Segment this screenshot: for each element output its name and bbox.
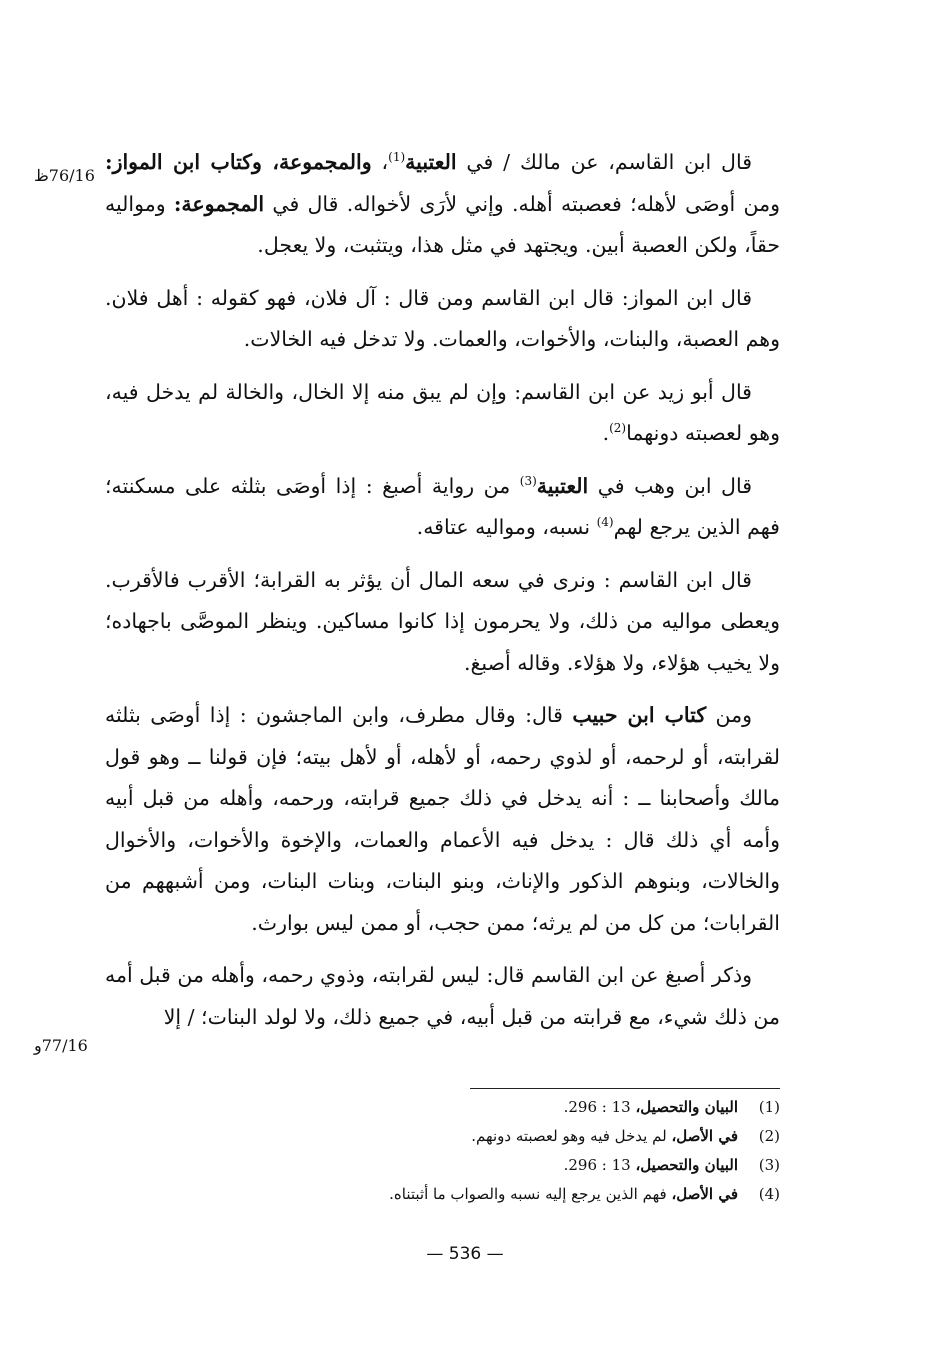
footnote-number: (1)	[758, 1098, 780, 1116]
footnote-text: لم يدخل فيه وهو لعصبته دونهم.	[471, 1127, 672, 1145]
footnote-4	[300, 1180, 780, 1209]
footnote-ref: (4)	[596, 515, 614, 530]
paragraph-3	[105, 372, 780, 455]
footnote-source: البيان والتحصيل،	[635, 1156, 738, 1174]
bold-term: العتبية	[536, 473, 589, 498]
page-number: — 536 —	[426, 1244, 504, 1264]
text-run: من رواية أصبغ : إذا أوصَى بثلثه على مسكنته؛ فهم الذين يرجع لهم	[105, 473, 780, 539]
footnotes	[300, 1093, 780, 1209]
paragraph-5: قال ابن القاسم : ونرى في سعه المال أن يؤثر به القرابة؛ الأقرب فالأقرب. ويعطى مواليه من ذلك، ولا يحرمون إذا كانوا مساكين. وينظر الموصَّى باجهاده؛ ولا يخيب هؤلاء، ولا هؤلاء. وقاله أصبغ.	[105, 567, 780, 675]
text-run: .	[602, 421, 610, 445]
text-run: ومن أوصَى لأهله؛ فعصبته أهله. وإني لأرَى لأخواله. قال في	[264, 191, 780, 216]
text-run: ومن	[706, 703, 752, 727]
bold-term: والمجموعة، وكتاب ابن المواز:	[105, 150, 372, 174]
footnote-source: في الأصل،	[671, 1127, 738, 1145]
bold-term: كتاب ابن حبيب	[572, 703, 707, 727]
margin-folio-top: 76/16ظ	[34, 166, 95, 185]
footnote-ref: (2)	[609, 421, 627, 436]
footnote-2	[300, 1122, 780, 1151]
paragraph-1	[105, 142, 780, 267]
footnote-divider	[470, 1088, 780, 1089]
footnote-number: (2)	[758, 1127, 780, 1145]
footnote-source: في الأصل،	[671, 1185, 738, 1203]
margin-folio-bottom: 77/16و	[34, 1036, 88, 1055]
text-run: قال ابن القاسم، عن مالك / في	[456, 150, 752, 174]
text-run: قال أبو زيد عن ابن القاسم: وإن لم يبق منه إلا الخال، والخالة لم يدخل فيه، وهو لعصبته دونهما	[105, 379, 780, 445]
paragraph-7: وذكر أصبغ عن ابن القاسم قال: ليس لقرابته، وذوي رحمه، وأهله من قبل أمه من ذلك شيء، مع قرابته من قبل أبيه، في جميع ذلك، ولا لولد البنات؛ / إلا	[105, 963, 780, 1029]
footnote-text: فهم الذين يرجع إليه نسبه والصواب ما أثبتناه.	[389, 1185, 672, 1203]
footnote-text: 13 : 296.	[563, 1098, 636, 1116]
main-text	[105, 142, 780, 1047]
footnote-ref: (3)	[519, 473, 537, 488]
footnote-ref: (1)	[388, 150, 406, 165]
bold-term: المجموعة:	[173, 191, 265, 216]
paragraph-2: قال ابن المواز: قال ابن القاسم ومن قال : آل فلان، فهو كقوله : أهل فلان. وهم العصبة، والبنات، والأخوات، والعمات. ولا تدخل فيه الخالات.	[105, 285, 780, 351]
paragraph-4	[105, 466, 780, 549]
paragraph-6	[105, 695, 780, 944]
text-run: ،	[371, 150, 389, 174]
footnote-source: البيان والتحصيل،	[635, 1098, 738, 1116]
text-run: قال ابن وهب في	[588, 473, 752, 498]
footnote-number: (3)	[758, 1156, 780, 1174]
footnote-3	[300, 1151, 780, 1180]
text-run: قال: وقال مطرف، وابن الماجشون : إذا أوصَى بثلثه لقرابته، أو لرحمه، أو لذوي رحمه، أو لأهله، أو لأهل بيته؛ فإن قولنا ــ وهو قول مالك وأصحابنا ــ : أنه يدخل في ذلك جميع قرابته، ورحمه، وأهله من قبل أبيه وأمه أي ذلك قال : يدخل فيه الأعمام والعمات، والإخوة والأخوات، والأخوال والخالات، وبنوهم الذكور والإناث، وبنو البنات، وبنات البنات، ومن أشبههم من القرابات؛ من كل من لم يرثه؛ ممن حجب، أو ممن ليس بوارث.	[105, 703, 780, 935]
footnote-1	[300, 1093, 780, 1122]
footnote-number: (4)	[758, 1185, 780, 1203]
footnote-text: 13 : 296.	[563, 1156, 636, 1174]
text-run: ومواليه حقاً، ولكن العصبة أبين. ويجتهد في مثل هذا، ويتثبت، ولا يعجل.	[105, 191, 780, 257]
bold-term: العتبية	[405, 150, 457, 174]
text-run: نسبه، ومواليه عتاقه.	[416, 515, 597, 539]
